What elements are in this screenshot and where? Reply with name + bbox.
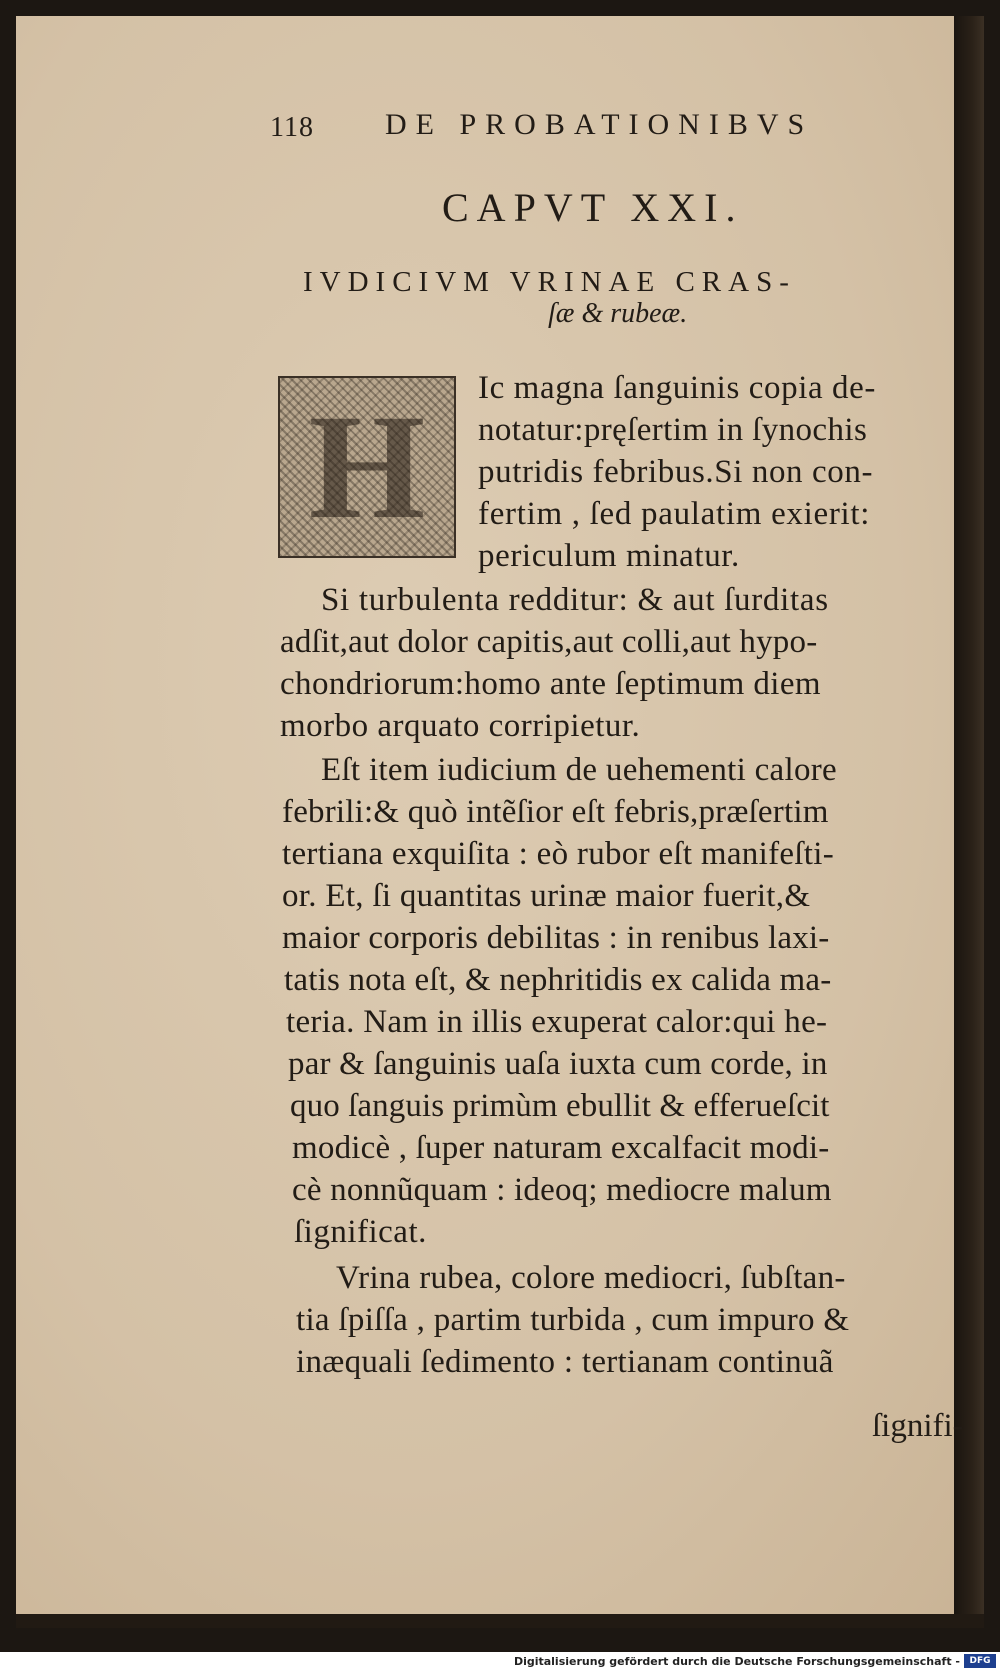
- body-line: morbo arquato corripietur.: [280, 708, 641, 744]
- chapter-title: CAPVT XXI.: [442, 185, 744, 230]
- running-title: DE PROBATIONIBVS: [385, 108, 814, 141]
- body-line: Ic magna ſanguinis copia de-: [478, 370, 876, 406]
- page-bottom-edge: [16, 1614, 984, 1628]
- page-gutter-edge: [954, 16, 984, 1628]
- digitization-credit: Digitalisierung gefördert durch die Deutsche Forschungsgemeinschaft -: [513, 1655, 960, 1668]
- body-line: teria. Nam in illis exuperat calor:qui he-: [286, 1004, 828, 1040]
- body-line: Eſt item iudicium de uehementi calore: [321, 752, 838, 788]
- decorated-initial: [278, 376, 456, 558]
- body-line: ſignificat.: [294, 1214, 427, 1250]
- body-line: chondriorum:homo ante ſeptimum diem: [280, 666, 821, 702]
- body-line: maior corporis debilitas : in renibus laxi-: [282, 920, 830, 956]
- body-line: notatur:pręſertim in ſynochis: [478, 412, 868, 448]
- body-line: quo ſanguis primùm ebullit & efferueſcit: [290, 1088, 830, 1124]
- body-line: periculum minatur.: [478, 538, 740, 574]
- body-line: inæquali ſedimento : tertianam continuã: [296, 1344, 834, 1380]
- body-line: tertiana exquiſita : eò rubor eſt manifeſti-: [282, 836, 834, 872]
- body-line: adſit,aut dolor capitis,aut colli,aut hypo-: [280, 624, 818, 660]
- body-line: or. Et, ſi quantitas urinæ maior fuerit,&: [282, 878, 811, 914]
- body-line: tia ſpiſſa , partim turbida , cum impuro &: [296, 1302, 850, 1338]
- section-heading-line-1: IVDICIVM VRINAE CRAS-: [303, 266, 796, 298]
- catchword: ſignifi-: [872, 1408, 964, 1444]
- body-line: modicè , ſuper naturam excalfacit modi-: [292, 1130, 830, 1166]
- section-heading-line-2: ſæ & rubeæ.: [548, 298, 688, 329]
- body-line: putridis febribus.Si non con-: [478, 454, 874, 490]
- body-line: par & ſanguinis uaſa iuxta cum corde, in: [288, 1046, 828, 1082]
- dfg-logo-icon: DFG: [964, 1654, 996, 1668]
- page-number: 118: [270, 112, 314, 143]
- body-line: febrili:& quò intẽſior eſt febris,præſertim: [282, 794, 829, 830]
- body-line: Si turbulenta redditur: & aut ſurditas: [321, 582, 829, 618]
- initial-letter: H: [308, 384, 426, 550]
- body-line: tatis nota eſt, & nephritidis ex calida ma-: [284, 962, 832, 998]
- body-line: Vrina rubea, colore mediocri, ſubſtan-: [336, 1260, 846, 1296]
- body-line: cè nonnũquam : ideoq; mediocre malum: [292, 1172, 832, 1208]
- body-line: fertim , ſed paulatim exierit:: [478, 496, 871, 532]
